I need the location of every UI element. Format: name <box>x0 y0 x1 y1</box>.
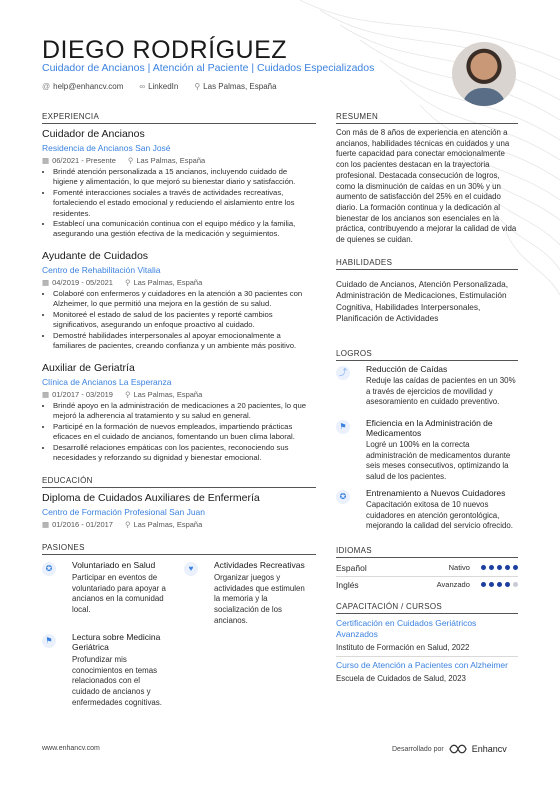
bullet: • Desarrollé relaciones empáticas con los pacientes, reconociendo sus necesidades y reforzando su dignidad y bienestar emocional. <box>53 443 312 464</box>
job-meta: ▦ 01/2017 - 03/2019 ⚲ Las Palmas, España <box>42 390 203 399</box>
language-name: Español <box>336 563 367 573</box>
achievement-title: Eficiencia en la Administración de Medicamentos <box>366 418 493 438</box>
photo-shirt <box>462 88 506 106</box>
achievement-text: Logré un 100% en la correcta administración de medicamentos durante seis meses consecutivos, optimizando la salud de los pacientes. <box>366 440 511 482</box>
achievement-text: Capacitación exitosa de 10 nuevos cuidadores en atención gerontológica, mejorando la calidad del servicio ofrecido. <box>366 500 513 531</box>
section-languages-heading: IDIOMAS <box>336 546 372 555</box>
bullet: • Brindé apoyo en la administración de medicaciones a 20 pacientes, lo que mejoró la adherencia al tratamiento y su salud en general. <box>53 401 312 422</box>
language-row <box>336 563 518 573</box>
summary-text: Con más de 8 años de experiencia en atención a ancianos, habilidades técnicas en cuidados y una fuerte capacidad para conectar emocionalmente con los pacientes destacan en la trayectoria profesional. Destacada consecución de logros, como la disminución de caídas en un 30% y un aumento de satisfacción del 25% en el cuidado diario. La formación continua y la dedicación al bienestar de los ancianos son esenciales en la práctica, contribuyendo a mejorar la calidad de vida de quienes se cuidan. <box>336 128 517 245</box>
language-level: Nativo <box>449 563 518 572</box>
passion-title: Actividades Recreativas <box>214 560 305 570</box>
course-title: Curso de Atención a Pacientes con Alzheimer <box>336 660 508 670</box>
passion-item <box>184 560 309 627</box>
candidate-subtitle: Cuidador de Ancianos | Atención al Paciente | Cuidados Especializados <box>42 62 375 74</box>
education-item <box>42 492 312 529</box>
location-pin-icon: ⚲ <box>194 82 201 91</box>
language-row <box>336 580 518 590</box>
footer-branding <box>392 744 507 754</box>
calendar-icon: ▦ <box>42 278 50 287</box>
job-title: Cuidador de Ancianos <box>42 128 145 140</box>
bullet: • Brindé atención personalizada a 15 ancianos, incluyendo cuidado de higiene y alimentación, lo que mejoró su bienestar diario y satisfacción. <box>53 167 312 188</box>
divider <box>336 576 518 577</box>
school-name: Centro de Formación Profesional San Juan <box>42 507 206 517</box>
job-meta: ▦ 06/2021 - Presente ⚲ Las Palmas, España <box>42 156 206 165</box>
contact-location: ⚲ Las Palmas, España <box>194 82 277 91</box>
contact-row <box>42 82 277 91</box>
passion-text: Profundizar mis conocimientos en temas relacionados con el cuidado de ancianos y enfermedades cognitivas. <box>72 655 162 707</box>
achievement-text: Reduje las caídas de pacientes en un 30% a través de ejercicios de movilidad y asesoramiento en cuidado preventivo. <box>366 376 516 407</box>
skills-text: Cuidado de Ancianos, Atención Personalizada, Administración de Medicaciones, Estimulación Cognitiva, Habilidades Interpersonales, Planificación de Actividades <box>336 279 509 323</box>
job-org: Centro de Rehabilitación Vitalia <box>42 265 161 275</box>
experience-item <box>42 362 312 463</box>
passion-text: Organizar juegos y actividades que estimulen la memoria y la socialización de los ancianos. <box>214 573 305 625</box>
passion-item <box>42 560 167 616</box>
trend-icon: ⤴ <box>336 366 350 380</box>
course-institution: Instituto de Formación en Salud, 2022 <box>336 643 470 652</box>
job-org: Residencia de Ancianos San José <box>42 143 171 153</box>
location-pin-icon: ⚲ <box>127 156 134 165</box>
section-summary-heading: RESUMEN <box>336 112 379 121</box>
heart-icon: ♥ <box>184 562 198 576</box>
ribbon-icon: ✪ <box>42 562 56 576</box>
calendar-icon: ▦ <box>42 156 50 165</box>
enhancv-logo-icon <box>449 744 467 754</box>
achievement-item <box>336 488 518 532</box>
divider <box>42 487 316 488</box>
job-meta: ▦ 04/2019 - 05/2021 ⚲ Las Palmas, España <box>42 278 203 287</box>
job-title: Auxiliar de Geriatría <box>42 362 135 374</box>
calendar-icon: ▦ <box>42 390 50 399</box>
divider <box>336 269 518 270</box>
passion-title: Lectura sobre Medicina Geriátrica <box>72 632 161 652</box>
passion-item <box>42 632 167 709</box>
ribbon-icon: ✪ <box>336 490 350 504</box>
bullet: • Demostré habilidades interpersonales al apoyar emocionalmente a familiares de pacientes, creando confianza y un ambiente más positivo. <box>53 331 312 352</box>
language-level: Avanzado <box>437 580 518 589</box>
language-proficiency-dots <box>478 580 518 589</box>
achievement-title: Reducción de Caídas <box>366 364 448 374</box>
profile-photo <box>452 42 516 106</box>
section-skills-heading: HABILIDADES <box>336 258 393 267</box>
job-title: Ayudante de Cuidados <box>42 250 149 262</box>
job-bullets <box>42 289 312 351</box>
section-passions-heading: PASIONES <box>42 543 85 552</box>
flag-icon: ⚑ <box>336 420 350 434</box>
divider <box>336 656 518 657</box>
section-achievements-heading: LOGROS <box>336 349 373 358</box>
section-education-heading: EDUCACIÓN <box>42 476 93 485</box>
passion-text: Participar en eventos de voluntariado para apoyar a ancianos en la comunidad local. <box>72 573 166 615</box>
bullet: • Colaboré con enfermeros y cuidadores en la atención a 30 pacientes con Alzheimer, lo que permitió una mejora en la gestión de su salud. <box>53 289 312 310</box>
section-experience-heading: EXPERIENCIA <box>42 112 100 121</box>
achievement-title: Entrenamiento a Nuevos Cuidadores <box>366 488 506 498</box>
passion-title: Voluntariado en Salud <box>72 560 156 570</box>
brand-name: Enhancv <box>471 744 507 754</box>
achievement-item <box>336 418 518 483</box>
divider <box>336 557 518 558</box>
location-pin-icon: ⚲ <box>124 520 131 529</box>
calendar-icon: ▦ <box>42 520 50 529</box>
education-meta: ▦ 01/2016 - 01/2017 ⚲ Las Palmas, España <box>42 520 203 529</box>
training-item <box>336 660 518 685</box>
training-item <box>336 618 518 654</box>
bullet: • Establecí una comunicación continua con el equipo médico y la familia, asegurando una gestión efectiva de la medicación y seguimientos. <box>53 219 312 240</box>
location-pin-icon: ⚲ <box>124 278 131 287</box>
at-icon: @ <box>42 82 51 91</box>
job-bullets <box>42 401 312 463</box>
link-icon: ∞ <box>139 82 146 91</box>
contact-email[interactable]: @ help@enhancv.com <box>42 82 124 91</box>
job-bullets <box>42 167 312 240</box>
divider <box>42 123 316 124</box>
section-training-heading: CAPACITACIÓN / CURSOS <box>336 602 443 611</box>
achievement-item <box>336 364 518 408</box>
powered-by-label: Desarrollado por <box>392 745 444 753</box>
course-title: Certificación en Cuidados Geriátricos Avanzados <box>336 618 477 639</box>
experience-item <box>42 250 312 351</box>
language-proficiency-dots <box>478 563 518 572</box>
divider <box>42 554 316 555</box>
divider <box>336 613 518 614</box>
language-name: Inglés <box>336 580 359 590</box>
job-org: Clínica de Ancianos La Esperanza <box>42 377 172 387</box>
candidate-name: DIEGO RODRÍGUEZ <box>42 36 288 64</box>
footer-website[interactable]: www.enhancv.com <box>42 745 100 752</box>
degree-title: Diploma de Cuidados Auxiliares de Enfermería <box>42 492 260 504</box>
bullet: • Monitoreé el estado de salud de los pacientes y reporté cambios significativos, asegurando un enfoque proactivo al cuidado. <box>53 310 312 331</box>
contact-linkedin[interactable]: ∞ LinkedIn <box>139 82 179 91</box>
flag-icon: ⚑ <box>42 634 56 648</box>
divider <box>336 360 518 361</box>
experience-item <box>42 128 312 240</box>
divider <box>336 123 518 124</box>
bullet: • Fomenté interacciones sociales a través de actividades recreativas, fortaleciendo el estado emocional y reduciendo el aislamiento entre los residentes. <box>53 188 312 219</box>
course-institution: Escuela de Cuidados de Salud, 2023 <box>336 674 466 683</box>
bullet: • Participé en la formación de nuevos empleados, impartiendo prácticas eficaces en el cuidado de ancianos, fomentando un buen clima laboral. <box>53 422 312 443</box>
location-pin-icon: ⚲ <box>124 390 131 399</box>
